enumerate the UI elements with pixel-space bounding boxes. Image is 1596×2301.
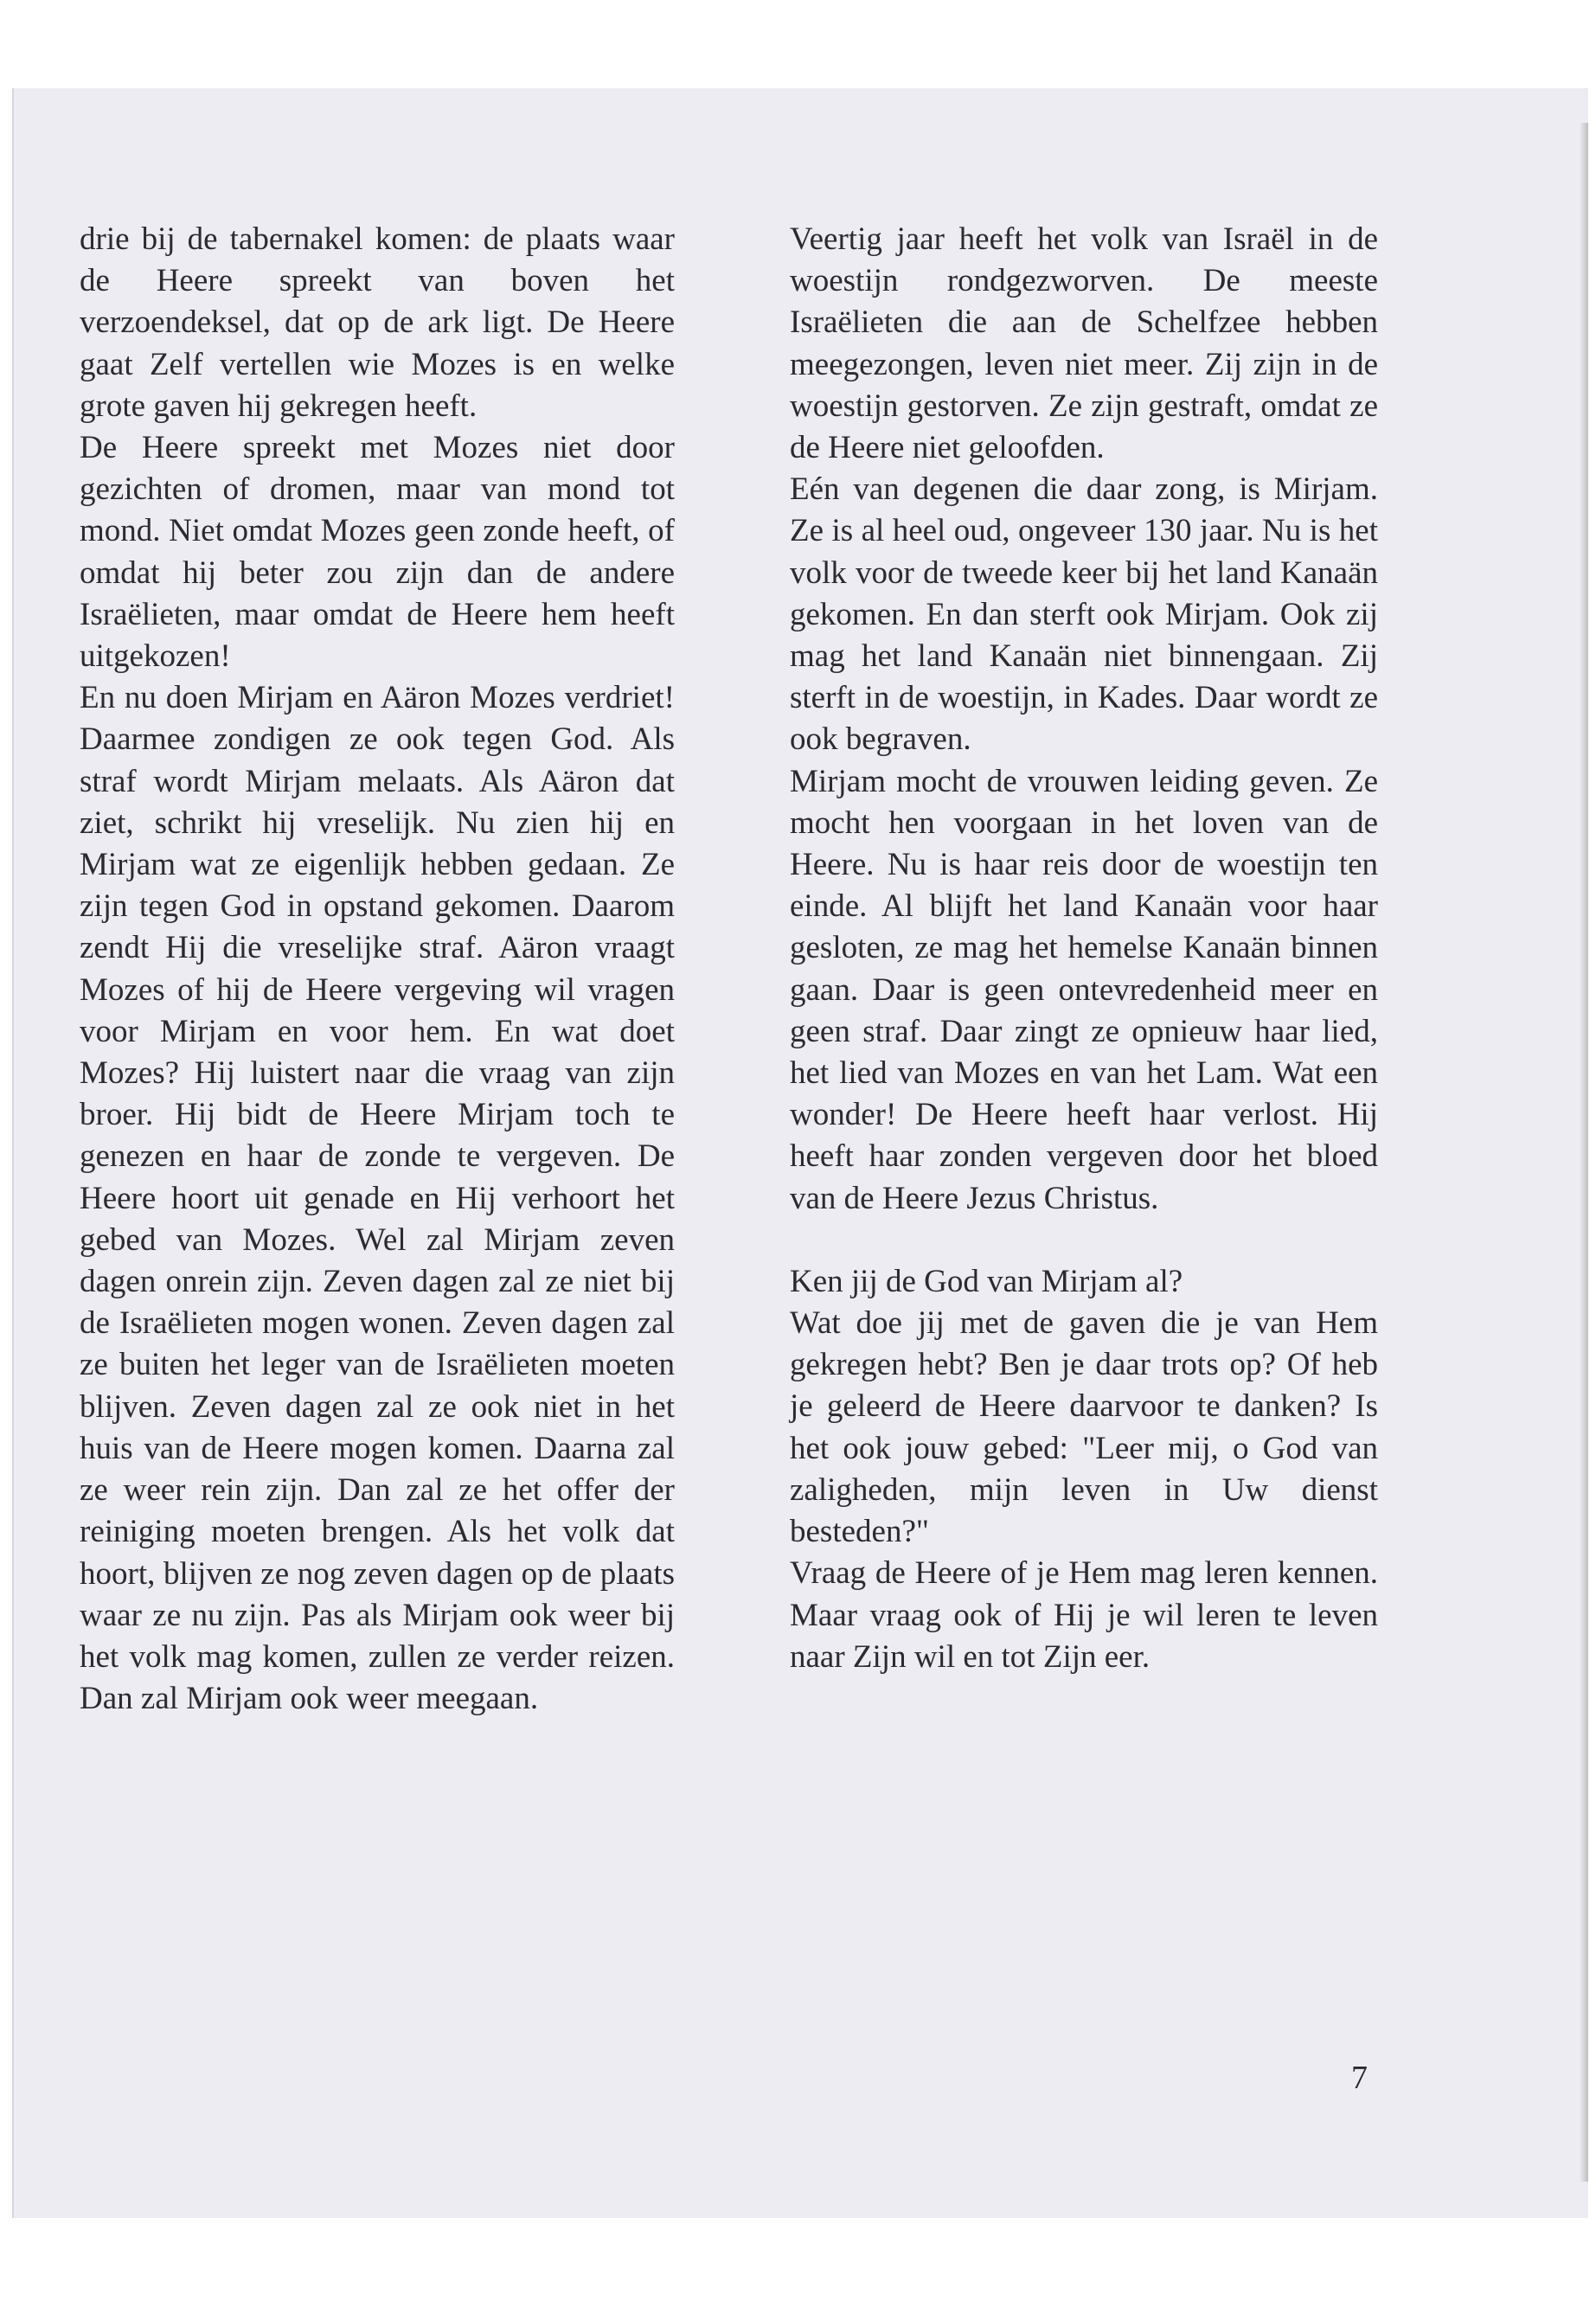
- right-text-column: [790, 219, 1378, 1678]
- right-paragraph-5: Wat doe jij met de gaven die je van Hem gekregen hebt? Ben je daar trots op? Of heb je geleerd de Heere daarvoor te danken? Is het ook jouw gebed: "Leer mij, o God van zaligheden, mijn leven in Uw dienst besteden?": [790, 1305, 1378, 1550]
- left-paragraph-1: drie bij de tabernakel komen: de plaats waar de Heere spreekt van boven het verzoendeksel, dat op de ark ligt. De Heere gaat Zelf vertellen wie Mozes is en welke grote gaven hij gekregen heeft.: [80, 221, 675, 424]
- paragraph-spacer: [790, 1220, 1378, 1261]
- left-paragraph-3: En nu doen Mirjam en Aäron Mozes verdriet! Daarmee zondigen ze ook tegen God. Als straf wordt Mirjam melaats. Als Aäron dat ziet, schrikt hij vreselijk. Nu zien hij en Mirjam wat ze eigenlijk hebben gedaan. Ze zijn tegen God in opstand gekomen. Daarom zendt Hij die vreselijke straf. Aäron vraagt Mozes of hij de Heere vergeving wil vragen voor Mirjam en voor hem. En wat doet Mozes? Hij luistert naar die vraag van zijn broer. Hij bidt de Heere Mirjam toch te genezen en haar de zonde te vergeven. De Heere hoort uit genade en Hij verhoort het gebed van Mozes. Wel zal Mirjam zeven dagen onrein zijn. Zeven dagen zal ze niet bij de Israëlieten mogen wonen. Zeven dagen zal ze buiten het leger van de Israëlieten moeten blijven. Zeven dagen zal ze ook niet in het huis van de Heere mogen komen. Daarna zal ze weer rein zijn. Dan zal ze het offer der reiniging moeten brengen. Als het volk dat hoort, blijven ze nog zeven dagen op de plaats waar ze nu zijn. Pas als Mirjam ook weer bij het volk mag komen, zullen ze verder reizen. Dan zal Mirjam ook weer meegaan.: [80, 680, 675, 1717]
- right-question: Ken jij de God van Mirjam al?: [790, 1263, 1183, 1299]
- left-paragraph-2: De Heere spreekt met Mozes niet door gezichten of dromen, maar van mond tot mond. Niet omdat Mozes geen zonde heeft, of omdat hij beter zou zijn dan de andere Israëlieten, maar omdat de Heere hem heeft uitgekozen!: [80, 430, 675, 675]
- right-paragraph-1: Veertig jaar heeft het volk van Israël in de woestijn rondgezworven. De meeste Israëlieten die aan de Schelfzee hebben meegezongen, leven niet meer. Zij zijn in de woestijn gestorven. Ze zijn gestraft, omdat ze de Heere niet geloofden.: [790, 221, 1378, 466]
- right-paragraph-6: Vraag de Heere of je Hem mag leren kennen. Maar vraag ook of Hij je wil leren te leven naar Zijn wil en tot Zijn eer.: [790, 1555, 1378, 1675]
- page-number: 7: [1351, 2060, 1368, 2096]
- right-paragraph-3: Mirjam mocht de vrouwen leiding geven. Ze mocht hen voorgaan in het loven van de Heere. Nu is haar reis door de woestijn ten einde. Al blijft het land Kanaän voor haar gesloten, ze mag het hemelse Kanaän binnen gaan. Daar is geen ontevredenheid meer en geen straf. Daar zingt ze opnieuw haar lied, het lied van Mozes en van het Lam. Wat een wonder! De Heere heeft haar verlost. Hij heeft haar zonden vergeven door het bloed van de Heere Jezus Christus.: [790, 763, 1378, 1216]
- right-paragraph-2: Eén van degenen die daar zong, is Mirjam. Ze is al heel oud, ongeveer 130 jaar. Nu is het volk voor de tweede keer bij het land Kanaän gekomen. En dan sterft ook Mirjam. Ook zij mag het land Kanaän niet binnengaan. Zij sterft in de woestijn, in Kades. Daar wordt ze ook begraven.: [790, 471, 1378, 758]
- left-text-column: [80, 219, 675, 1720]
